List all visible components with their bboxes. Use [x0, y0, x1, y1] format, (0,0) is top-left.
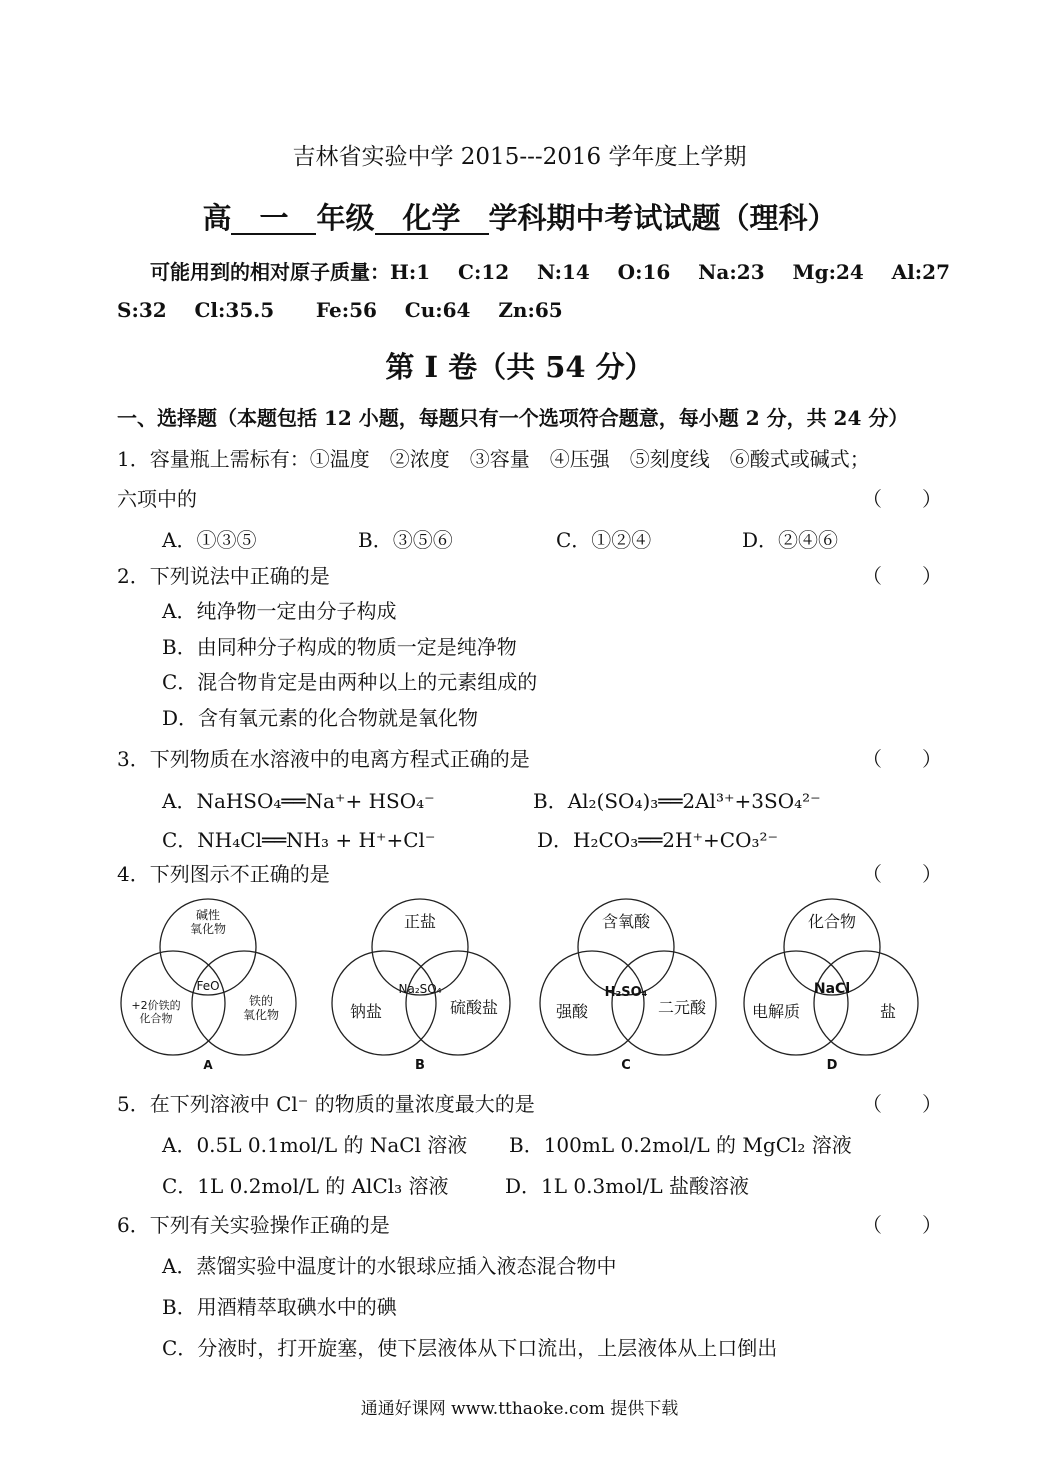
q1-option-d: D．②④⑥ [742, 528, 839, 552]
q2-option-a: A．纯净物一定由分子构成 [162, 599, 397, 623]
venn-d-letter: D [826, 1058, 838, 1071]
grade-value: 一 [231, 203, 316, 235]
venn-d-center: NaCl [813, 981, 851, 997]
exam-title [0, 196, 1039, 237]
grade-prefix: 高 [202, 201, 232, 235]
q2-option-b: B．由同种分子构成的物质一定是纯净物 [162, 635, 517, 659]
venn-b-right: 硫酸盐 [449, 998, 499, 1017]
page-footer: 通通好课网 www.tthaoke.com 提供下载 [360, 1399, 679, 1419]
q2-option-d: D．含有氧元素的化合物就是氧化物 [162, 706, 479, 730]
venn-c-center: H₂SO₄ [604, 985, 648, 1000]
school-title: 吉林省实验中学 2015---2016 学年度上学期 [292, 144, 747, 170]
q5-option-a: A．0.5L 0.1mol/L 的 NaCl 溶液 [162, 1133, 468, 1157]
q1-option-c: C．①②④ [556, 528, 652, 552]
q3-answer-paren: （ ） [862, 747, 942, 771]
q6-answer-paren: （ ） [862, 1213, 942, 1237]
q5-option-d: D．1L 0.3mol/L 盐酸溶液 [505, 1174, 749, 1198]
q5-option-b: B．100mL 0.2mol/L 的 MgCl₂ 溶液 [509, 1133, 852, 1157]
venn-d-left: 电解质 [751, 1002, 801, 1021]
venn-a-left-line2: 化合物 [139, 1012, 173, 1025]
venn-c-left: 强酸 [555, 1002, 589, 1021]
venn-d-right: 盐 [879, 1002, 897, 1021]
q6-option-b: B．用酒精萃取碘水中的碘 [162, 1295, 397, 1319]
venn-b-center: Na₂SO₄ [398, 982, 442, 996]
section-title: 一、选择题（本题包括 12 小题，每题只有一个选项符合题意，每小题 2 分，共 24 分） [117, 406, 909, 430]
q4-answer-paren: （ ） [862, 862, 942, 886]
venn-diagram-b [328, 893, 516, 1075]
venn-c-letter: C [621, 1058, 631, 1071]
q3-option-c: C．NH₄Cl══NH₃ + H⁺+Cl⁻ [162, 828, 436, 852]
q5-answer-paren: （ ） [862, 1092, 942, 1116]
q1-stem-line1: 1．容量瓶上需标有：①温度 ②浓度 ③容量 ④压强 ⑤刻度线 ⑥酸式或碱式； [117, 447, 870, 471]
q6-option-c: C．分液时，打开旋塞，使下层液体从下口流出，上层液体从上口倒出 [162, 1336, 778, 1360]
q2-answer-paren: （ ） [862, 564, 942, 588]
q2-option-c: C．混合物肯定是由两种以上的元素组成的 [162, 670, 538, 694]
venn-b-left: 钠盐 [349, 1002, 383, 1021]
venn-a-right-line1: 铁的 [248, 994, 274, 1008]
venn-diagram-d [738, 893, 924, 1075]
venn-a-top-line1: 碱性 [195, 908, 221, 922]
q5-option-c: C．1L 0.2mol/L 的 AlCl₃ 溶液 [162, 1174, 449, 1198]
venn-a-center: FeO [196, 979, 220, 993]
grade-mid: 年级 [316, 201, 375, 235]
q3-option-d: D．H₂CO₃══2H⁺+CO₃²⁻ [537, 828, 779, 852]
venn-a-letter: A [203, 1058, 213, 1071]
venn-c-right: 二元酸 [657, 998, 707, 1017]
exam-suffix: 学科期中考试试题（理科） [488, 201, 837, 235]
q3-stem: 3．下列物质在水溶液中的电离方程式正确的是 [117, 747, 530, 771]
q1-option-b: B．③⑤⑥ [358, 528, 453, 552]
venn-c-top: 含氧酸 [601, 912, 651, 931]
q4-stem: 4．下列图示不正确的是 [117, 862, 330, 886]
venn-diagram-c [536, 893, 722, 1075]
q1-option-a: A．①③⑤ [162, 528, 257, 552]
q2-stem: 2．下列说法中正确的是 [117, 564, 330, 588]
q3-option-a: A．NaHSO₄══Na⁺+ HSO₄⁻ [162, 789, 435, 813]
q1-answer-paren: （ ） [862, 487, 942, 511]
atomic-masses-line1: 可能用到的相对原子质量：H:1 C:12 N:14 O:16 Na:23 Mg:24 Al:27 [150, 260, 950, 284]
q1-stem-line2: 六项中的 [117, 487, 197, 511]
venn-b-letter: B [415, 1058, 425, 1071]
venn-a-right-line2: 氧化物 [242, 1008, 280, 1022]
venn-a-top-line2: 氧化物 [189, 922, 227, 936]
venn-a-left-line1: +2价铁的 [131, 999, 181, 1012]
atomic-masses-line2: S:32 Cl:35.5 Fe:56 Cu:64 Zn:65 [117, 298, 563, 322]
volume-title: 第 I 卷（共 54 分） [385, 350, 654, 384]
q6-stem: 6．下列有关实验操作正确的是 [117, 1213, 390, 1237]
subject-value: 化学 [375, 203, 489, 235]
q5-stem: 5．在下列溶液中 Cl⁻ 的物质的量浓度最大的是 [117, 1092, 535, 1116]
venn-b-top: 正盐 [403, 912, 437, 931]
venn-d-top: 化合物 [807, 912, 857, 931]
venn-diagram-a [118, 893, 300, 1075]
q6-option-a: A．蒸馏实验中温度计的水银球应插入液态混合物中 [162, 1254, 617, 1278]
q3-option-b: B．Al₂(SO₄)₃══2Al³⁺+3SO₄²⁻ [533, 789, 821, 813]
